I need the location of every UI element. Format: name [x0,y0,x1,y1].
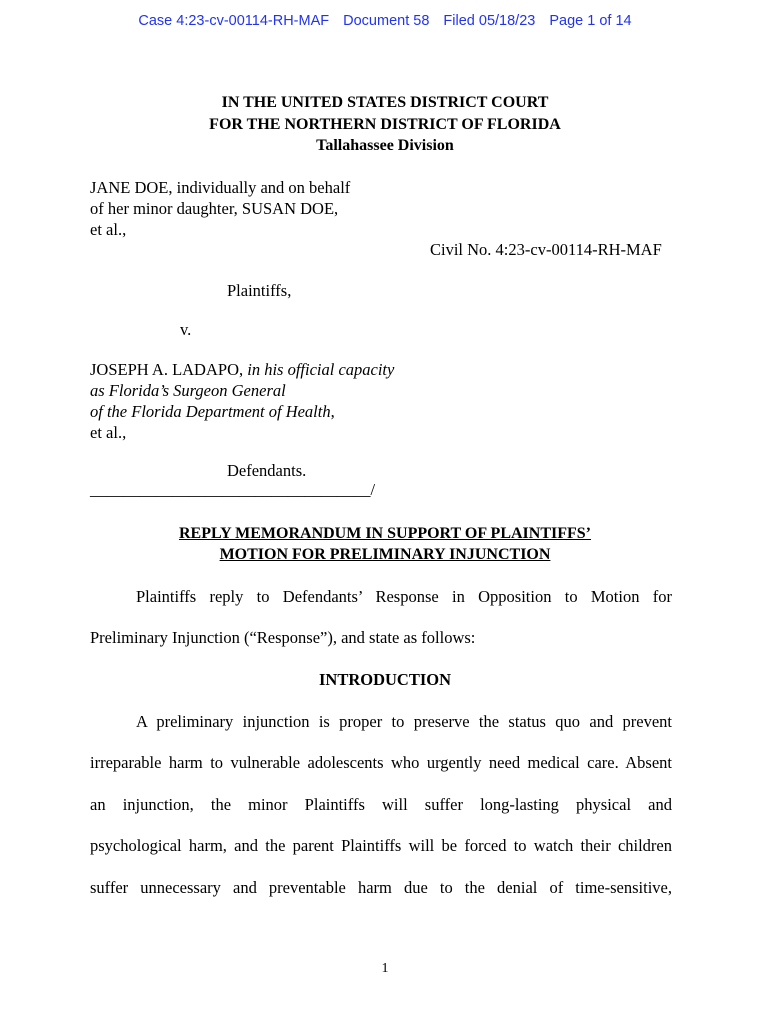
page-indicator: Page 1 of 14 [549,13,632,29]
defendant-capacity-2: as Florida’s Surgeon General [90,381,286,400]
page-number: 1 [381,961,389,976]
defendant-capacity-3-tail: , [330,402,335,421]
caption-signature-line: __________________________________/ [90,480,376,499]
court-name-line2: FOR THE NORTHERN DISTRICT OF FLORIDA [209,116,561,133]
defendant-line-1 [90,360,394,380]
defendants-label: Defendants. [227,461,307,480]
plaintiff-line-1: JANE DOE, individually and on behalf [90,178,351,197]
body-para-line-3: an injunction, the minor Plaintiffs will suffer long-lasting physical and [90,795,672,814]
case-number: Case 4:23-cv-00114-RH-MAF [138,13,330,29]
document-title-line2: MOTION FOR PRELIMINARY INJUNCTION [219,546,551,563]
court-name-line1: IN THE UNITED STATES DISTRICT COURT [221,94,549,111]
versus: v. [180,320,192,339]
intro-para-line-1: Plaintiffs reply to Defendants’ Response in Opposition to Motion for [136,587,672,606]
defendant-capacity-3: of the Florida Department of Health [90,402,331,421]
section-heading-introduction: INTRODUCTION [318,670,452,689]
body-para-line-1: A preliminary injunction is proper to preserve the status quo and prevent [136,712,672,731]
plaintiff-line-2: of her minor daughter, SUSAN DOE, [90,199,339,218]
civil-number: Civil No. 4:23-cv-00114-RH-MAF [430,240,662,259]
plaintiffs-label: Plaintiffs, [227,281,292,300]
defendant-capacity-1: in his official capacity [243,360,395,379]
plaintiff-line-3: et al., [90,220,127,239]
body-para-line-4: psychological harm, and the parent Plaintiffs will be forced to watch their children [90,836,672,855]
filed-date: Filed 05/18/23 [443,13,536,29]
filing-header [0,13,770,29]
defendant-etal: et al., [90,423,127,442]
intro-para-line-2: Preliminary Injunction (“Response”), and state as follows: [90,628,476,647]
body-para-line-2: irreparable harm to vulnerable adolescents who urgently need medical care. Absent [90,753,672,772]
defendant-line-3 [90,402,335,422]
defendant-name: JOSEPH A. LADAPO, [90,360,244,379]
document-number: Document 58 [343,13,430,29]
court-division: Tallahassee Division [316,137,454,154]
document-title-line1: REPLY MEMORANDUM IN SUPPORT OF PLAINTIFFS’ [178,525,592,542]
body-para-line-5: suffer unnecessary and preventable harm due to the denial of time-sensitive, [90,878,672,897]
